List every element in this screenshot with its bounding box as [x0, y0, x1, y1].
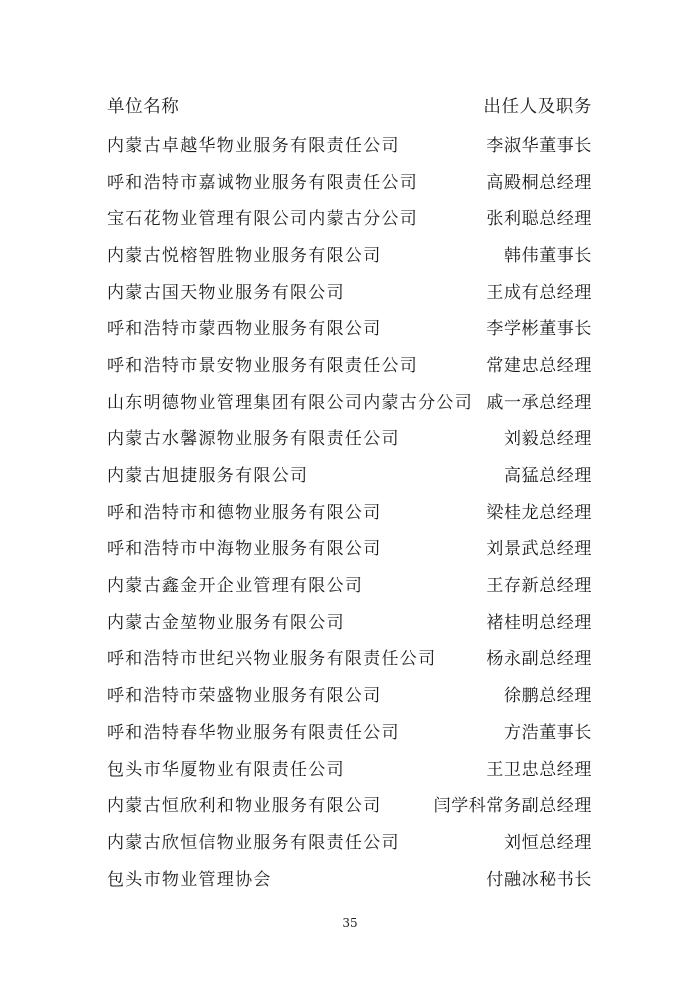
person-position: 刘景武总经理 [486, 539, 592, 560]
list-item [107, 712, 592, 749]
unit-name: 内蒙古鑫金开企业管理有限公司 [107, 576, 364, 597]
list-item [107, 529, 592, 566]
list-item [107, 272, 592, 309]
unit-name: 呼和浩特市世纪兴物业服务有限责任公司 [107, 649, 437, 670]
person-position: 高殿桐总经理 [486, 172, 592, 193]
list-item [107, 345, 592, 382]
person-position: 杨永副总经理 [486, 649, 592, 670]
unit-name: 呼和浩特市中海物业服务有限公司 [107, 539, 382, 560]
unit-name: 内蒙古悦榕智胜物业服务有限公司 [107, 245, 382, 266]
person-position: 徐鹏总经理 [504, 686, 592, 707]
person-position: 王成有总经理 [486, 282, 592, 303]
unit-name: 内蒙古国天物业服务有限公司 [107, 282, 345, 303]
unit-name: 内蒙古金堃物业服务有限公司 [107, 612, 345, 633]
person-position: 梁桂龙总经理 [486, 502, 592, 523]
person-position: 付融冰秘书长 [486, 869, 592, 890]
list-item [107, 859, 592, 896]
list-item [107, 308, 592, 345]
person-position: 褚桂明总经理 [486, 612, 592, 633]
list-item [107, 749, 592, 786]
member-list [107, 125, 592, 895]
unit-name: 呼和浩特市景安物业服务有限责任公司 [107, 355, 419, 376]
person-position: 刘毅总经理 [504, 429, 592, 450]
unit-name: 呼和浩特市嘉诚物业服务有限责任公司 [107, 172, 419, 193]
person-position: 刘恒总经理 [504, 832, 592, 853]
person-position-header: 出任人及职务 [483, 96, 592, 117]
list-item [107, 235, 592, 272]
unit-name: 内蒙古旭捷服务有限公司 [107, 466, 309, 487]
list-item [107, 675, 592, 712]
unit-name-header: 单位名称 [107, 96, 180, 117]
list-item [107, 785, 592, 822]
unit-name: 呼和浩特春华物业服务有限责任公司 [107, 722, 400, 743]
list-item [107, 639, 592, 676]
person-position: 王卫忠总经理 [486, 759, 592, 780]
person-position: 李淑华董事长 [486, 135, 592, 156]
list-item [107, 162, 592, 199]
unit-name: 宝石花物业管理有限公司内蒙古分公司 [107, 209, 419, 230]
unit-name: 包头市华厦物业有限责任公司 [107, 759, 345, 780]
table-header [107, 91, 592, 119]
person-position: 张利聪总经理 [486, 209, 592, 230]
list-item [107, 822, 592, 859]
page-number: 35 [342, 916, 358, 930]
person-position: 韩伟董事长 [504, 245, 592, 266]
person-position: 高猛总经理 [504, 466, 592, 487]
unit-name: 内蒙古卓越华物业服务有限责任公司 [107, 135, 400, 156]
unit-name: 内蒙古恒欣利和物业服务有限公司 [107, 796, 382, 817]
person-position: 李学彬董事长 [486, 319, 592, 340]
list-item [107, 602, 592, 639]
list-item [107, 198, 592, 235]
list-item [107, 382, 592, 419]
unit-name: 内蒙古水馨源物业服务有限责任公司 [107, 429, 400, 450]
list-item [107, 125, 592, 162]
list-item [107, 419, 592, 456]
person-position: 戚一承总经理 [486, 392, 592, 413]
unit-name: 呼和浩特市荣盛物业服务有限公司 [107, 686, 382, 707]
unit-name: 呼和浩特市蒙西物业服务有限公司 [107, 319, 382, 340]
unit-name: 山东明德物业管理集团有限公司内蒙古分公司 [107, 392, 473, 413]
person-position: 闫学科常务副总经理 [433, 796, 592, 817]
unit-name: 呼和浩特市和德物业服务有限公司 [107, 502, 382, 523]
unit-name: 包头市物业管理协会 [107, 869, 272, 890]
person-position: 常建忠总经理 [486, 355, 592, 376]
person-position: 王存新总经理 [486, 576, 592, 597]
unit-name: 内蒙古欣恒信物业服务有限责任公司 [107, 832, 400, 853]
list-item [107, 455, 592, 492]
person-position: 方浩董事长 [504, 722, 592, 743]
list-item [107, 492, 592, 529]
list-item [107, 565, 592, 602]
